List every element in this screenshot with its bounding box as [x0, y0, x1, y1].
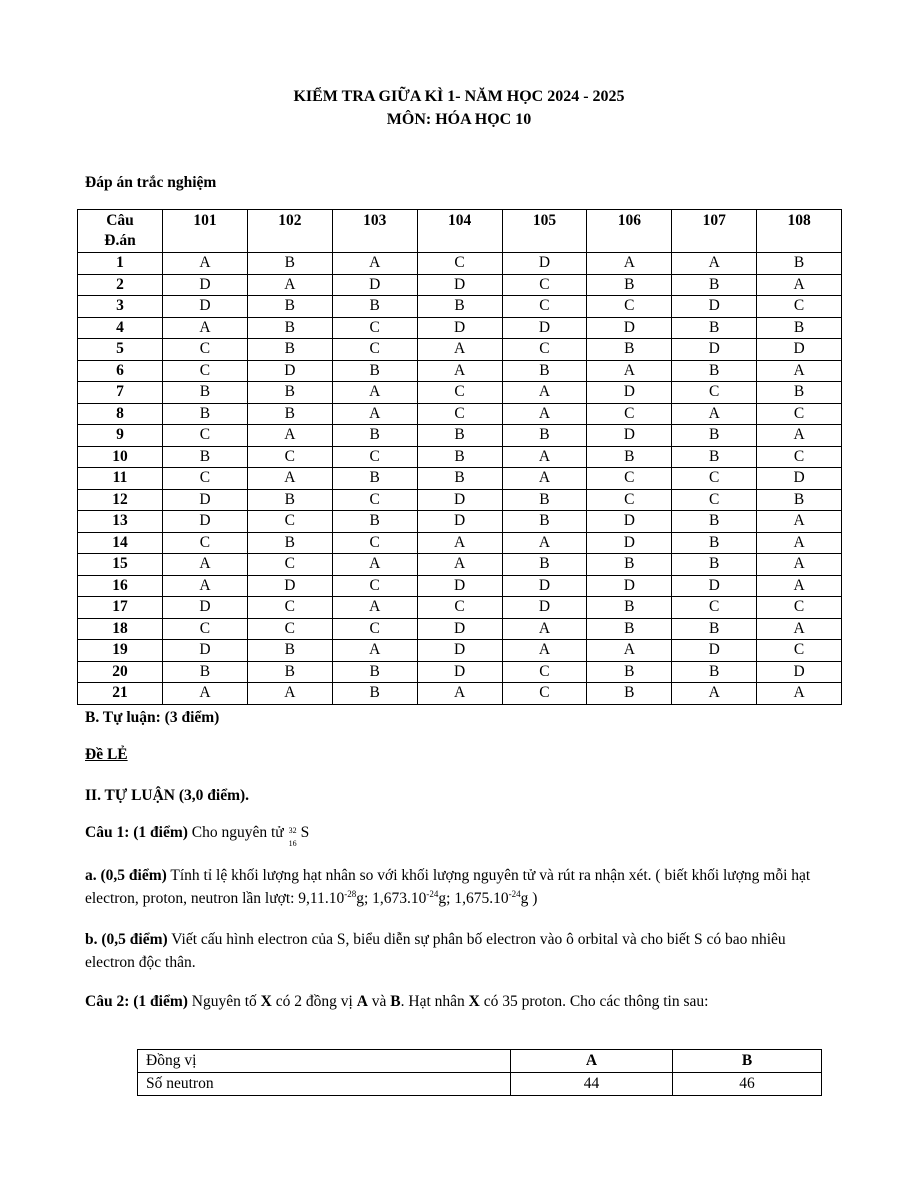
answer-row — [78, 360, 842, 382]
answer-cell: B — [587, 618, 672, 640]
answer-cell: A — [417, 339, 502, 361]
question-number: 12 — [78, 489, 163, 511]
answer-cell: D — [587, 425, 672, 447]
answer-cell: B — [247, 339, 332, 361]
answer-cell: D — [757, 468, 842, 490]
answer-cell: A — [587, 253, 672, 275]
answer-row — [78, 661, 842, 683]
answer-cell: B — [247, 489, 332, 511]
question-1: Câu 1: (1 điểm) Cho nguyên tử 32 16 S — [85, 824, 310, 848]
answer-cell: A — [247, 468, 332, 490]
answer-cell: B — [672, 511, 757, 533]
answer-row — [78, 468, 842, 490]
answer-cell: B — [247, 296, 332, 318]
question-1a: a. (0,5 điểm) Tính tỉ lệ khối lượng hạt nhân so với khối lượng nguyên tử và rút ra nhận xét. ( biết khối lượng mỗi hạt electron, proton, neutron lần lượt: $9,11.10^{-28}g$; $1,673.10^{-24}g$; $1,675.10^{-24}g$ ) — [85, 867, 811, 907]
answer-cell: C — [163, 532, 248, 554]
answer-cell: C — [502, 339, 587, 361]
answer-cell: B — [417, 296, 502, 318]
answer-cell: B — [672, 618, 757, 640]
section-ii-heading: II. TỰ LUẬN (3,0 điểm). — [85, 787, 250, 804]
question-number: 2 — [78, 274, 163, 296]
answer-cell: D — [163, 511, 248, 533]
answer-cell: D — [672, 296, 757, 318]
section-b-heading: B. Tự luận: (3 điểm) — [85, 709, 220, 726]
answer-cell: B — [672, 360, 757, 382]
question-number: 10 — [78, 446, 163, 468]
answer-cell: C — [332, 532, 417, 554]
answer-row — [78, 511, 842, 533]
answer-cell: A — [332, 382, 417, 404]
answer-cell: C — [587, 296, 672, 318]
answer-cell: B — [502, 489, 587, 511]
de-le-heading: Đề LẺ — [85, 746, 128, 763]
answer-cell: C — [757, 640, 842, 662]
answer-cell: C — [247, 511, 332, 533]
answer-cell: A — [757, 360, 842, 382]
question-1b: b. (0,5 điểm) Viết cấu hình electron của S, biểu diễn sự phân bố electron vào ô orbital và cho biết S có bao nhiêu electron độc thân. — [85, 931, 786, 971]
answer-cell: D — [417, 274, 502, 296]
answer-cell: B — [502, 425, 587, 447]
answer-cell: D — [587, 317, 672, 339]
answer-cell: A — [672, 403, 757, 425]
answer-cell: C — [502, 661, 587, 683]
answer-cell: B — [502, 360, 587, 382]
answer-cell: C — [757, 597, 842, 619]
answer-cell: B — [417, 468, 502, 490]
isotope-table — [137, 1049, 822, 1096]
answer-cell: B — [247, 532, 332, 554]
answer-cell: C — [672, 468, 757, 490]
question-number: 9 — [78, 425, 163, 447]
answer-cell: A — [757, 425, 842, 447]
isotope-header-row — [138, 1050, 822, 1073]
answer-cell: A — [587, 640, 672, 662]
answer-cell: A — [332, 253, 417, 275]
answer-cell: A — [757, 532, 842, 554]
answer-cell: D — [672, 575, 757, 597]
answer-cell: D — [417, 575, 502, 597]
answer-cell: B — [163, 446, 248, 468]
answer-cell: C — [757, 446, 842, 468]
answer-cell: B — [332, 683, 417, 705]
corner-cell: Câu Đ.án — [78, 210, 163, 253]
answer-cell: D — [163, 597, 248, 619]
answer-row — [78, 339, 842, 361]
answer-cell: B — [672, 532, 757, 554]
answer-row — [78, 575, 842, 597]
question-number: 5 — [78, 339, 163, 361]
answer-cell: B — [672, 274, 757, 296]
answer-cell: C — [502, 683, 587, 705]
isotope-neutron-row — [138, 1073, 822, 1096]
question-number: 17 — [78, 597, 163, 619]
answer-cell: B — [587, 274, 672, 296]
answer-cell: B — [757, 382, 842, 404]
answer-row — [78, 317, 842, 339]
answer-cell: B — [672, 317, 757, 339]
answer-cell: B — [587, 446, 672, 468]
answer-cell: A — [247, 425, 332, 447]
answer-cell: D — [587, 575, 672, 597]
question-number: 11 — [78, 468, 163, 490]
question-number: 8 — [78, 403, 163, 425]
answer-cell: B — [163, 403, 248, 425]
answer-cell: C — [502, 274, 587, 296]
answer-cell: B — [247, 382, 332, 404]
nuclide-notation: 32 16 — [288, 826, 297, 848]
answer-cell: A — [163, 683, 248, 705]
answer-row — [78, 640, 842, 662]
answer-cell: B — [417, 446, 502, 468]
answer-row — [78, 446, 842, 468]
answer-row — [78, 253, 842, 275]
answer-cell: C — [757, 403, 842, 425]
question-number: 21 — [78, 683, 163, 705]
neutron-label: Số neutron — [138, 1073, 511, 1096]
answer-cell: B — [332, 468, 417, 490]
answer-row — [78, 618, 842, 640]
answer-cell: C — [417, 403, 502, 425]
answer-cell: C — [417, 597, 502, 619]
answer-cell: B — [247, 403, 332, 425]
answer-row — [78, 597, 842, 619]
answer-cell: C — [417, 253, 502, 275]
answer-cell: D — [502, 253, 587, 275]
answer-cell: D — [502, 597, 587, 619]
answer-cell: D — [502, 317, 587, 339]
code-header: 103 — [332, 210, 417, 253]
neutron-b: 46 — [673, 1073, 822, 1096]
answer-cell: A — [247, 683, 332, 705]
answer-cell: D — [417, 618, 502, 640]
answer-cell: B — [672, 661, 757, 683]
answer-row — [78, 296, 842, 318]
subject-title: MÔN: HÓA HỌC 10 — [386, 111, 532, 128]
question-number: 6 — [78, 360, 163, 382]
question-number: 14 — [78, 532, 163, 554]
question-number: 15 — [78, 554, 163, 576]
answer-cell: D — [163, 274, 248, 296]
answer-cell: B — [757, 253, 842, 275]
answer-cell: D — [163, 489, 248, 511]
answer-cell: C — [332, 575, 417, 597]
answer-row — [78, 683, 842, 705]
answer-cell: A — [502, 532, 587, 554]
answer-cell: D — [417, 511, 502, 533]
answer-cell: B — [757, 317, 842, 339]
answer-cell: B — [672, 446, 757, 468]
answer-cell: A — [502, 640, 587, 662]
answer-cell: A — [332, 640, 417, 662]
answer-cell: D — [587, 532, 672, 554]
answer-cell: A — [757, 683, 842, 705]
isotope-header-b: B — [673, 1050, 822, 1073]
answer-row — [78, 403, 842, 425]
answer-cell: A — [502, 468, 587, 490]
answer-cell: B — [587, 661, 672, 683]
answer-cell: C — [672, 489, 757, 511]
code-header: 106 — [587, 210, 672, 253]
answer-cell: D — [417, 640, 502, 662]
answer-cell: B — [587, 597, 672, 619]
answer-cell: D — [587, 382, 672, 404]
question-number: 16 — [78, 575, 163, 597]
answer-cell: C — [163, 425, 248, 447]
answer-cell: B — [332, 511, 417, 533]
answer-cell: C — [332, 446, 417, 468]
answer-cell: C — [587, 489, 672, 511]
answer-cell: A — [502, 446, 587, 468]
answer-row — [78, 532, 842, 554]
answer-cell: C — [672, 382, 757, 404]
answer-cell: A — [672, 683, 757, 705]
answer-cell: C — [502, 296, 587, 318]
answer-table — [77, 209, 842, 705]
question-number: 3 — [78, 296, 163, 318]
answer-cell: D — [332, 274, 417, 296]
question-number: 18 — [78, 618, 163, 640]
answer-row — [78, 489, 842, 511]
answer-cell: A — [163, 575, 248, 597]
answer-cell: B — [332, 360, 417, 382]
answer-cell: C — [163, 468, 248, 490]
answer-cell: B — [332, 661, 417, 683]
answer-cell: A — [757, 618, 842, 640]
answer-cell: C — [163, 360, 248, 382]
answer-cell: B — [587, 339, 672, 361]
question-2: Câu 2: (1 điểm) Nguyên tố X có 2 đồng vị A và B. Hạt nhân X có 35 proton. Cho các thông tin sau: — [85, 993, 709, 1010]
answer-cell: D — [502, 575, 587, 597]
answer-cell: B — [672, 425, 757, 447]
answer-cell: B — [247, 661, 332, 683]
answer-cell: C — [247, 618, 332, 640]
answer-row — [78, 425, 842, 447]
answer-cell: B — [672, 554, 757, 576]
code-header: 108 — [757, 210, 842, 253]
answer-row — [78, 554, 842, 576]
isotope-header-label: Đồng vị — [138, 1050, 511, 1073]
answer-row — [78, 274, 842, 296]
answer-cell: A — [757, 274, 842, 296]
answer-cell: B — [502, 511, 587, 533]
answer-cell: B — [163, 382, 248, 404]
answer-cell: A — [757, 575, 842, 597]
answer-table-header — [78, 210, 842, 253]
exam-title: KIỂM TRA GIỮA KÌ 1- NĂM HỌC 2024 - 2025 — [293, 88, 625, 105]
code-header: 101 — [163, 210, 248, 253]
answer-cell: D — [163, 640, 248, 662]
answer-cell: A — [417, 554, 502, 576]
question-number: 20 — [78, 661, 163, 683]
question-number: 19 — [78, 640, 163, 662]
question-number: 7 — [78, 382, 163, 404]
answer-cell: A — [247, 274, 332, 296]
answer-cell: A — [163, 317, 248, 339]
answer-cell: B — [332, 425, 417, 447]
answer-cell: C — [163, 339, 248, 361]
answer-cell: A — [332, 403, 417, 425]
answer-cell: C — [417, 382, 502, 404]
answer-cell: C — [247, 554, 332, 576]
answer-cell: B — [247, 253, 332, 275]
answer-cell: A — [757, 511, 842, 533]
answer-cell: B — [587, 554, 672, 576]
answer-cell: C — [672, 597, 757, 619]
answer-cell: A — [332, 554, 417, 576]
answer-cell: C — [587, 468, 672, 490]
answer-cell: B — [163, 661, 248, 683]
answer-cell: B — [587, 683, 672, 705]
answer-cell: B — [502, 554, 587, 576]
answer-cell: B — [247, 317, 332, 339]
answer-cell: A — [502, 403, 587, 425]
answer-cell: A — [587, 360, 672, 382]
question-number: 1 — [78, 253, 163, 275]
question-number: 4 — [78, 317, 163, 339]
answer-cell: D — [672, 640, 757, 662]
mcq-label: Đáp án trắc nghiệm — [85, 174, 217, 191]
answer-cell: C — [587, 403, 672, 425]
answer-cell: A — [502, 382, 587, 404]
answer-cell: C — [332, 317, 417, 339]
code-header: 107 — [672, 210, 757, 253]
answer-cell: B — [247, 640, 332, 662]
answer-cell: D — [247, 360, 332, 382]
question-number: 13 — [78, 511, 163, 533]
code-header: 102 — [247, 210, 332, 253]
answer-cell: A — [417, 683, 502, 705]
answer-cell: D — [247, 575, 332, 597]
answer-cell: A — [672, 253, 757, 275]
answer-cell: B — [417, 425, 502, 447]
answer-cell: C — [247, 446, 332, 468]
answer-cell: D — [417, 661, 502, 683]
answer-cell: D — [672, 339, 757, 361]
answer-cell: C — [332, 339, 417, 361]
answer-cell: D — [163, 296, 248, 318]
answer-cell: A — [163, 253, 248, 275]
answer-cell: C — [163, 618, 248, 640]
answer-cell: D — [587, 511, 672, 533]
code-header: 104 — [417, 210, 502, 253]
answer-cell: D — [757, 339, 842, 361]
answer-cell: A — [757, 554, 842, 576]
answer-cell: A — [502, 618, 587, 640]
answer-cell: D — [757, 661, 842, 683]
answer-cell: B — [332, 296, 417, 318]
answer-cell: A — [417, 532, 502, 554]
answer-cell: C — [247, 597, 332, 619]
isotope-header-a: A — [511, 1050, 673, 1073]
neutron-a: 44 — [511, 1073, 673, 1096]
code-header: 105 — [502, 210, 587, 253]
answer-cell: A — [332, 597, 417, 619]
answer-cell: C — [332, 489, 417, 511]
answer-cell: A — [417, 360, 502, 382]
answer-cell: B — [757, 489, 842, 511]
answer-row — [78, 382, 842, 404]
answer-cell: C — [332, 618, 417, 640]
answer-cell: A — [163, 554, 248, 576]
answer-cell: C — [757, 296, 842, 318]
answer-cell: D — [417, 489, 502, 511]
answer-cell: D — [417, 317, 502, 339]
